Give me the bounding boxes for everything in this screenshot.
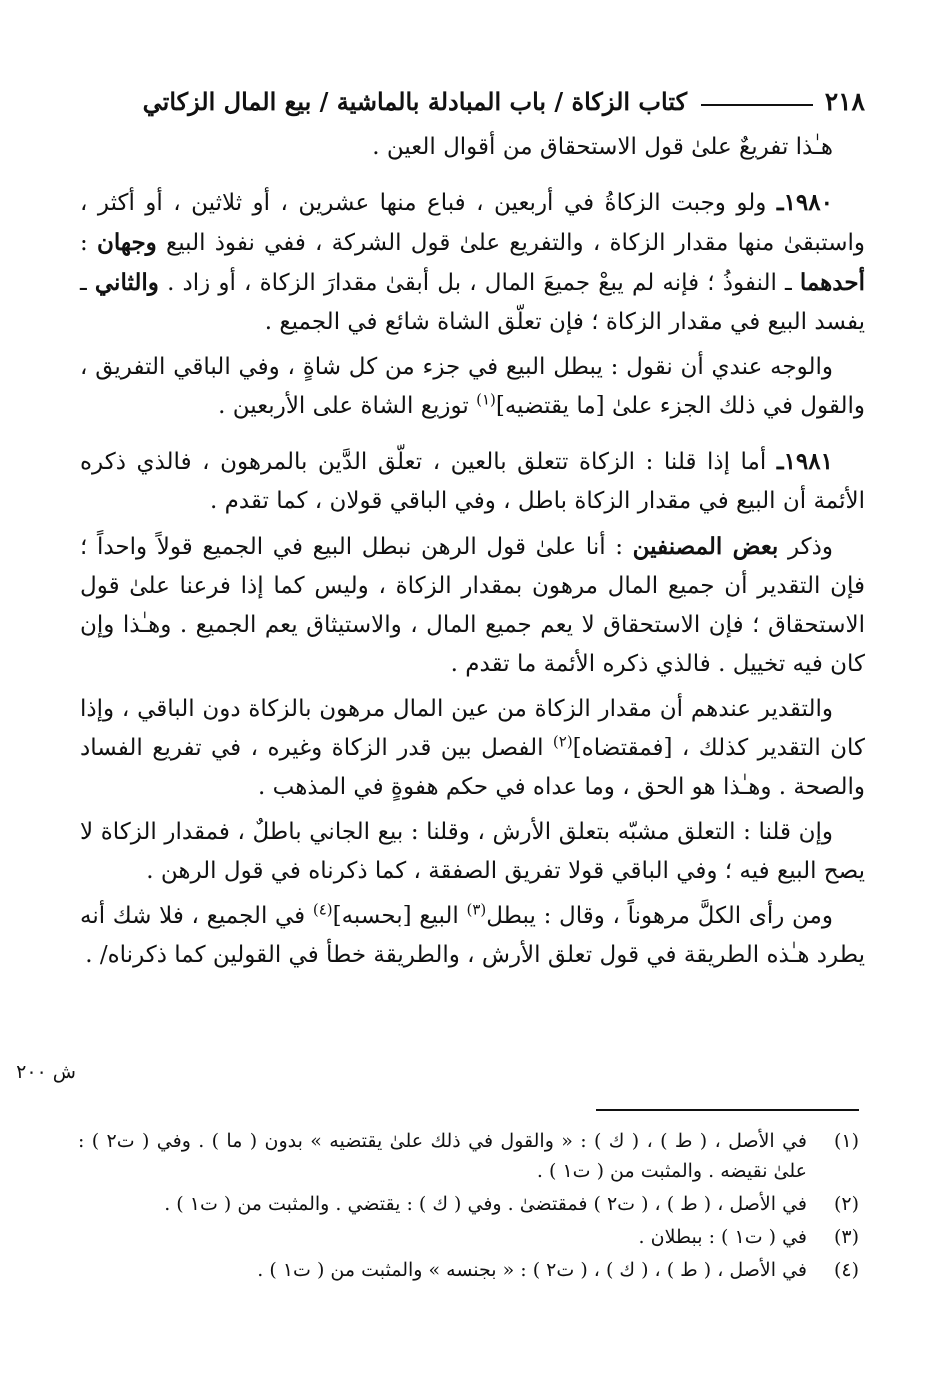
footnote-ref-4[interactable]: (٤) bbox=[312, 900, 333, 919]
paragraph-intro: هـٰذا تفريعٌ علىٰ قول الاستحقاق من أقوال العين . bbox=[372, 134, 833, 160]
footnote-ref-1[interactable]: (١) bbox=[476, 390, 496, 409]
running-title: كتاب الزكاة / باب المبادلة بالماشية / بيع المال الزكاتي bbox=[142, 87, 687, 116]
paragraph-whole-pledged-text-a: ومن رأى الكلَّ مرهوناً ، وقال : يبطل bbox=[486, 903, 833, 929]
paragraph-1980 bbox=[80, 183, 865, 342]
page-number: ٢١٨ bbox=[824, 87, 865, 116]
paragraph-1980-text-b: : bbox=[80, 230, 97, 256]
footnote-item bbox=[78, 1189, 859, 1219]
term-second-view: والثاني bbox=[94, 269, 159, 296]
paragraph-estimation bbox=[80, 690, 865, 807]
paragraph-estimation-text-b: الفصل بين قدر الزكاة وغيره ، في تفريع الفساد والصحة . وهـٰذا هو الحق ، وما عداه في حكم هفوةٍ في المذهب . bbox=[80, 735, 865, 800]
paragraph-1980-text-c: ـ النفوذُ ؛ فإنه لم يبعْ جميعَ المال ، بل أبقىٰ مقدارَ الزكاة ، أو زاد . bbox=[158, 270, 800, 296]
paragraph-my-view bbox=[80, 348, 865, 426]
issue-number-1980: ١٩٨٠ـ bbox=[776, 189, 833, 216]
footnote-label: (٤) bbox=[833, 1259, 859, 1281]
term-first-view: أحدهما bbox=[799, 269, 865, 296]
paragraph-estimation-text-a: والتقدير عندهم أن مقدار الزكاة من عين المال مرهون بالزكاة دون الباقي ، وإذا كان التقدير كذلك ، [فمقتضاه] bbox=[80, 696, 865, 761]
paragraph-some-authors-text-b: : أنا علىٰ قول الرهن نبطل البيع في الجميع قولاً واحداً ؛ فإن التقدير أن جميع المال مرهون بمقدار الزكاة ، وليس كما إذا فرعنا علىٰ قول الاستحقاق ؛ فإن الاستحقاق لا يعم جميع المال ، والاستيثاق يعم الجميع . وهـٰذا وإن كان فيه تخييل . فالذي ذكره الأئمة ما تقدم . bbox=[80, 534, 865, 677]
footnote-separator bbox=[596, 1109, 859, 1111]
footnote-text: في الأصل ، ( ط ) ، ( ك ) : « والقول في ذلك علىٰ يقتضيه » بدون ( ما ) . وفي ( ت٢ ) : علىٰ نقيضه . والمثبت من ( ت١ ) . bbox=[78, 1130, 807, 1182]
paragraph-whole-pledged-text-b: البيع [بحسبه] bbox=[332, 903, 467, 929]
term-two-views: وجهان bbox=[96, 229, 157, 256]
main-text bbox=[80, 128, 865, 975]
page-header bbox=[86, 82, 865, 122]
paragraph-whole-pledged-text-c: في الجميع ، فلا شك أنه يطرد هـٰذه الطريقة في قول تعلق الأرش ، والطريقة خطأ في القولين كما ذكرناه/ . bbox=[80, 903, 865, 968]
paragraph-some-authors bbox=[80, 527, 865, 684]
footnote-item bbox=[78, 1255, 859, 1285]
footnote-text: في الأصل ، ( ط ) ، ( ك ) ، ( ت٢ ) : « بجنسه » والمثبت من ( ت١ ) . bbox=[257, 1259, 807, 1281]
paragraph-arsh: وإن قلنا : التعلق مشبّه بتعلق الأرش ، وقلنا : بيع الجاني باطلٌ ، فمقدار الزكاة لا يصح البيع فيه ؛ وفي الباقي قولا تفريق الصفقة ، كما ذكرناه في قول الرهن . bbox=[80, 819, 865, 884]
manuscript-folio-note: ش ٢٠٠ bbox=[16, 1061, 76, 1083]
paragraph-my-view-text-b: توزيع الشاة على الأربعين . bbox=[218, 393, 477, 419]
footnote-text: في ( ت١ ) : ببطلان . bbox=[638, 1226, 807, 1248]
footnote-label: (٢) bbox=[833, 1193, 859, 1215]
footnotes bbox=[78, 1126, 859, 1288]
paragraph-some-authors-text-a: وذكر bbox=[778, 534, 833, 560]
paragraph-whole-pledged bbox=[80, 897, 865, 975]
footnote-label: (١) bbox=[833, 1130, 859, 1152]
footnote-label: (٣) bbox=[833, 1226, 859, 1248]
paragraph-1981-text: أما إذا قلنا : الزكاة تتعلق بالعين ، تعلّق الدَّين بالمرهون ، فالذي ذكره الأئمة أن البيع في مقدار الزكاة باطل ، وفي الباقي قولان ، كما تقدم . bbox=[80, 449, 865, 514]
footnote-ref-2[interactable]: (٢) bbox=[552, 732, 573, 751]
footnote-ref-3[interactable]: (٣) bbox=[466, 900, 487, 919]
footnote-item bbox=[78, 1222, 859, 1252]
footnote-text: في الأصل ، ( ط ) ، ( ت٢ ) فمقتضىٰ . وفي ( ك ) : يقتضي . والمثبت من ( ت١ ) . bbox=[164, 1193, 807, 1215]
paragraph-my-view-text-a: والوجه عندي أن نقول : يبطل البيع في جزء من كل شاةٍ ، وفي الباقي التفريق ، والقول في ذلك الجزء علىٰ [ما يقتضيه] bbox=[80, 354, 865, 419]
paragraph-1980-text-d: ـ يفسد البيع في مقدار الزكاة ؛ فإن تعلّق الشاة شائع في الجميع . bbox=[80, 270, 865, 335]
term-some-authors: بعض المصنفين bbox=[632, 533, 779, 560]
issue-number-1981: ١٩٨١ـ bbox=[776, 448, 833, 475]
header-rule bbox=[701, 104, 813, 106]
footnote-item bbox=[78, 1126, 859, 1186]
paragraph-1981 bbox=[80, 442, 865, 521]
paragraph-1980-text-a: ولو وجبت الزكاةُ في أربعين ، فباع منها عشرين ، أو ثلاثين ، أو أكثر ، واستبقىٰ منها مقدار الزكاة ، والتفريع علىٰ قول الشركة ، ففي نفوذ البيع bbox=[80, 190, 865, 256]
